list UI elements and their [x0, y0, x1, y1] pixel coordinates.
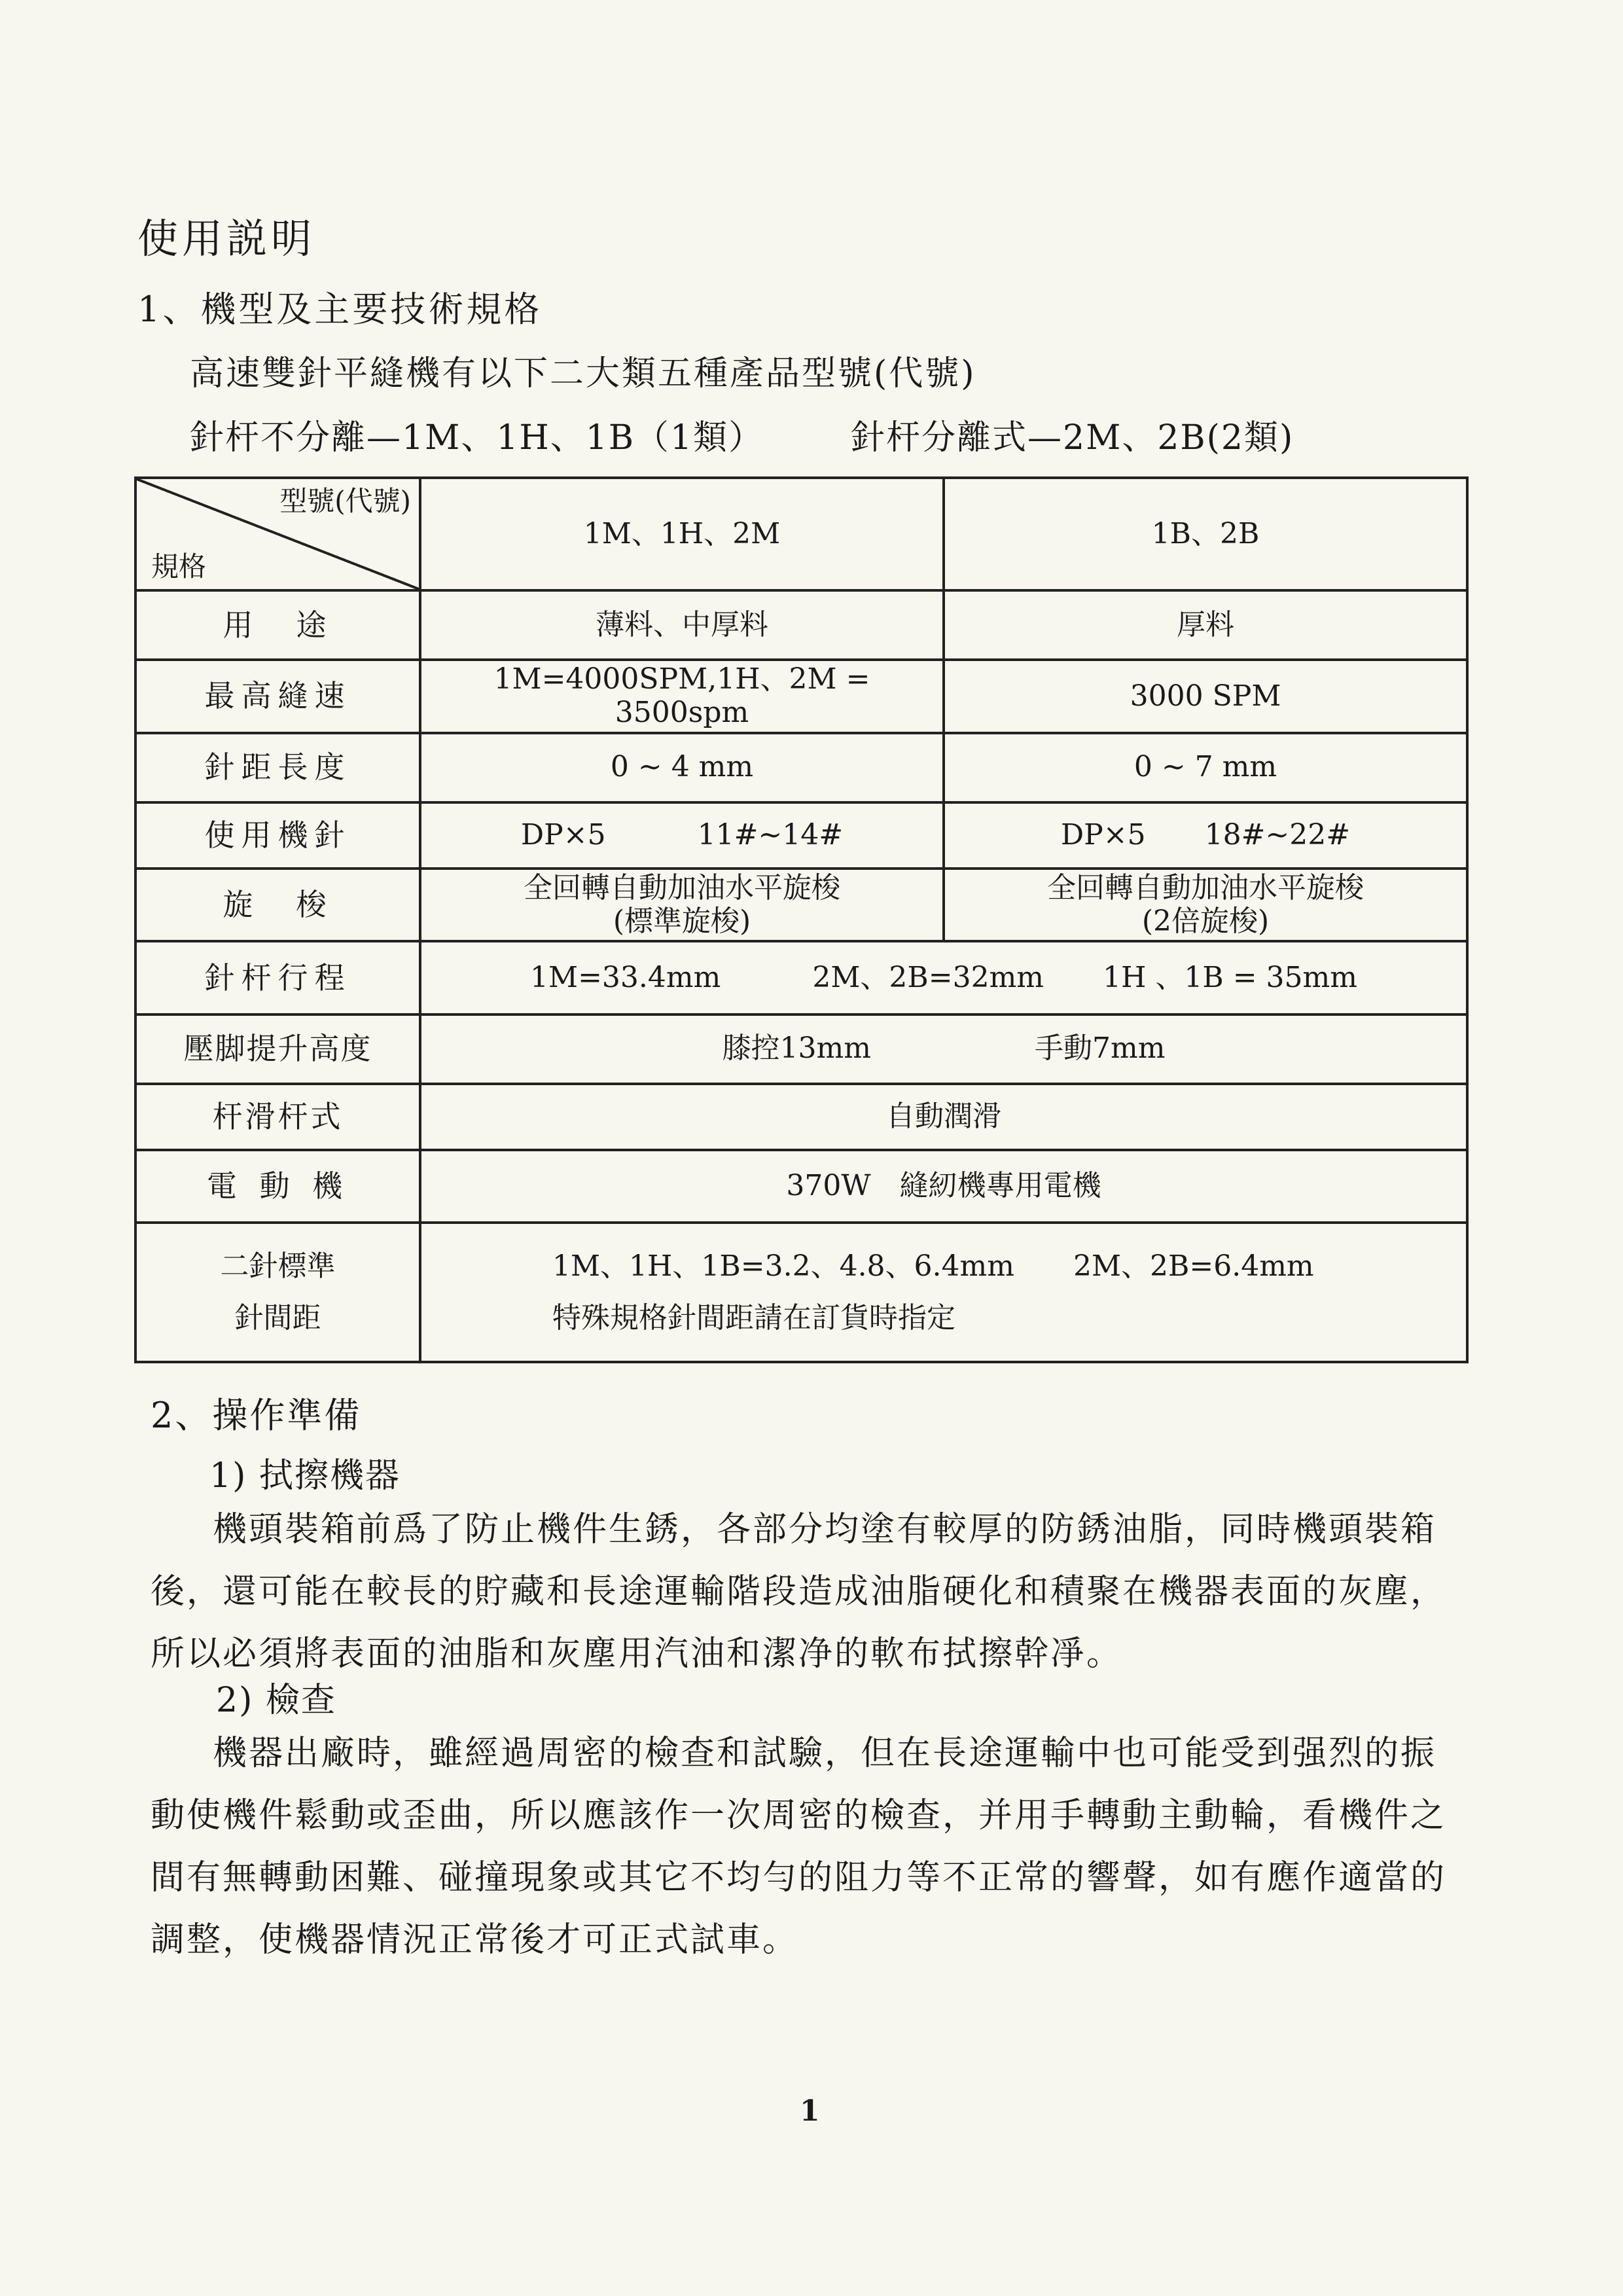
- table-cell: [944, 802, 1467, 869]
- table-row: [135, 1150, 1467, 1223]
- hook-desc: 全回轉自動加油水平旋梭: [1047, 871, 1364, 905]
- table-cell: 厚料: [944, 590, 1467, 660]
- needle-size: 11#~14#: [697, 818, 844, 852]
- needle-gauge-note: 特殊規格針間距請在訂貨時指定: [552, 1300, 955, 1335]
- page-number: 1: [800, 2094, 820, 2128]
- table-row: [135, 1223, 1467, 1362]
- table-cell: 0 ~ 4 mm: [420, 733, 944, 802]
- table-cell: [944, 869, 1467, 941]
- row-label: 針杆行程: [135, 941, 420, 1014]
- stroke-2m: 2M、2B=32mm: [812, 960, 1044, 994]
- header-col1: 1M、1H、2M: [420, 478, 944, 590]
- table-header-row: [135, 478, 1467, 590]
- knee-lift: 膝控13mm: [722, 1031, 871, 1066]
- table-cell: 1M=4000SPM,1H、2M = 3500spm: [420, 660, 944, 732]
- spec-table: [134, 476, 1469, 1363]
- header-model-label: 型號(代號): [279, 485, 411, 517]
- section2-heading: 2、操作準備: [151, 1395, 362, 1436]
- row-label-line: 針間距: [234, 1300, 321, 1335]
- gauge-1m: 1M、1H、1B=3.2、4.8、6.4mm: [552, 1249, 1014, 1283]
- table-row: [135, 941, 1467, 1014]
- section1-heading: 1、機型及主要技術規格: [137, 289, 543, 330]
- header-spec-label: 規格: [151, 550, 207, 583]
- row-label: 用 途: [135, 590, 420, 660]
- row-label: 針距長度: [135, 733, 420, 802]
- row-label: 杆滑杆式: [135, 1084, 420, 1150]
- stroke-1h: 1H 、1B = 35mm: [1103, 960, 1357, 994]
- table-row: [135, 733, 1467, 802]
- table-row: [135, 1014, 1467, 1084]
- needle-size: 18#~22#: [1204, 818, 1351, 852]
- table-row: [135, 590, 1467, 660]
- row-label: 壓脚提升高度: [135, 1014, 420, 1084]
- subsection-check-heading: 2) 檢查: [216, 1681, 336, 1720]
- stroke-1m: 1M=33.4mm: [530, 960, 721, 994]
- table-cell: 370W 縫紉機專用電機: [420, 1150, 1467, 1223]
- page-title: 使用説明: [137, 215, 316, 262]
- table-row: [135, 1084, 1467, 1150]
- needle-type: DP×5: [520, 818, 606, 852]
- paragraph-check: 機器出廠時，雖經過周密的檢查和試驗，但在長途運輸中也可能受到强烈的振動使機件鬆動或歪曲，所以應該作一次周密的檢查，并用手轉動主動輪，看機件之間有無轉動困難、碰撞現象或其它不均勻的阻力等不正常的響聲，如有應作適當的調整，使機器情況正常後才可正式試車。: [151, 1734, 1447, 1960]
- row-label: 最高縫速: [135, 660, 420, 732]
- table-cell: [420, 941, 1467, 1014]
- table-cell: 0 ~ 7 mm: [944, 733, 1467, 802]
- table-cell: [420, 869, 944, 941]
- section1-intro: 高速雙針平縫機有以下二大類五種產品型號(代號): [190, 354, 976, 393]
- row-label: 使用機針: [135, 802, 420, 869]
- paragraph-wipe: 機頭裝箱前爲了防止機件生銹，各部分均塗有較厚的防銹油脂，同時機頭裝箱後，還可能在較長的貯藏和長途運輸階段造成油脂硬化和積聚在機器表面的灰塵，所以必須將表面的油脂和灰塵用汽油和潔净的軟布拭擦幹凈。: [151, 1510, 1447, 1674]
- table-row: [135, 869, 1467, 941]
- header-corner-cell: [135, 478, 420, 590]
- class2-text: 針杆分離式—2M、2B(2類): [851, 418, 1294, 457]
- row-label: [135, 1223, 420, 1362]
- row-label: 旋 梭: [135, 869, 420, 941]
- hook-note: (標準旋梭): [613, 904, 751, 938]
- row-label: 電 動 機: [135, 1150, 420, 1223]
- table-row: [135, 660, 1467, 732]
- class1-text: 針杆不分離—1M、1H、1B（1類）: [190, 418, 764, 457]
- hook-note: (2倍旋梭): [1141, 904, 1270, 938]
- hand-lift: 手動7mm: [1034, 1031, 1166, 1066]
- table-cell: 3000 SPM: [944, 660, 1467, 732]
- table-row: [135, 802, 1467, 869]
- table-cell: 自動潤滑: [420, 1084, 1467, 1150]
- table-cell: [420, 1014, 1467, 1084]
- header-col2: 1B、2B: [944, 478, 1467, 590]
- needle-type: DP×5: [1060, 818, 1146, 852]
- gauge-2m: 2M、2B=6.4mm: [1073, 1249, 1314, 1283]
- table-cell: [420, 802, 944, 869]
- row-label-line: 二針標準: [220, 1249, 336, 1283]
- table-cell: [420, 1223, 1467, 1362]
- table-cell: 薄料、中厚料: [420, 590, 944, 660]
- needle-gauge-line: [552, 1250, 1459, 1283]
- subsection-wipe-heading: 1) 拭擦機器: [209, 1456, 401, 1496]
- hook-desc: 全回轉自動加油水平旋梭: [524, 871, 840, 905]
